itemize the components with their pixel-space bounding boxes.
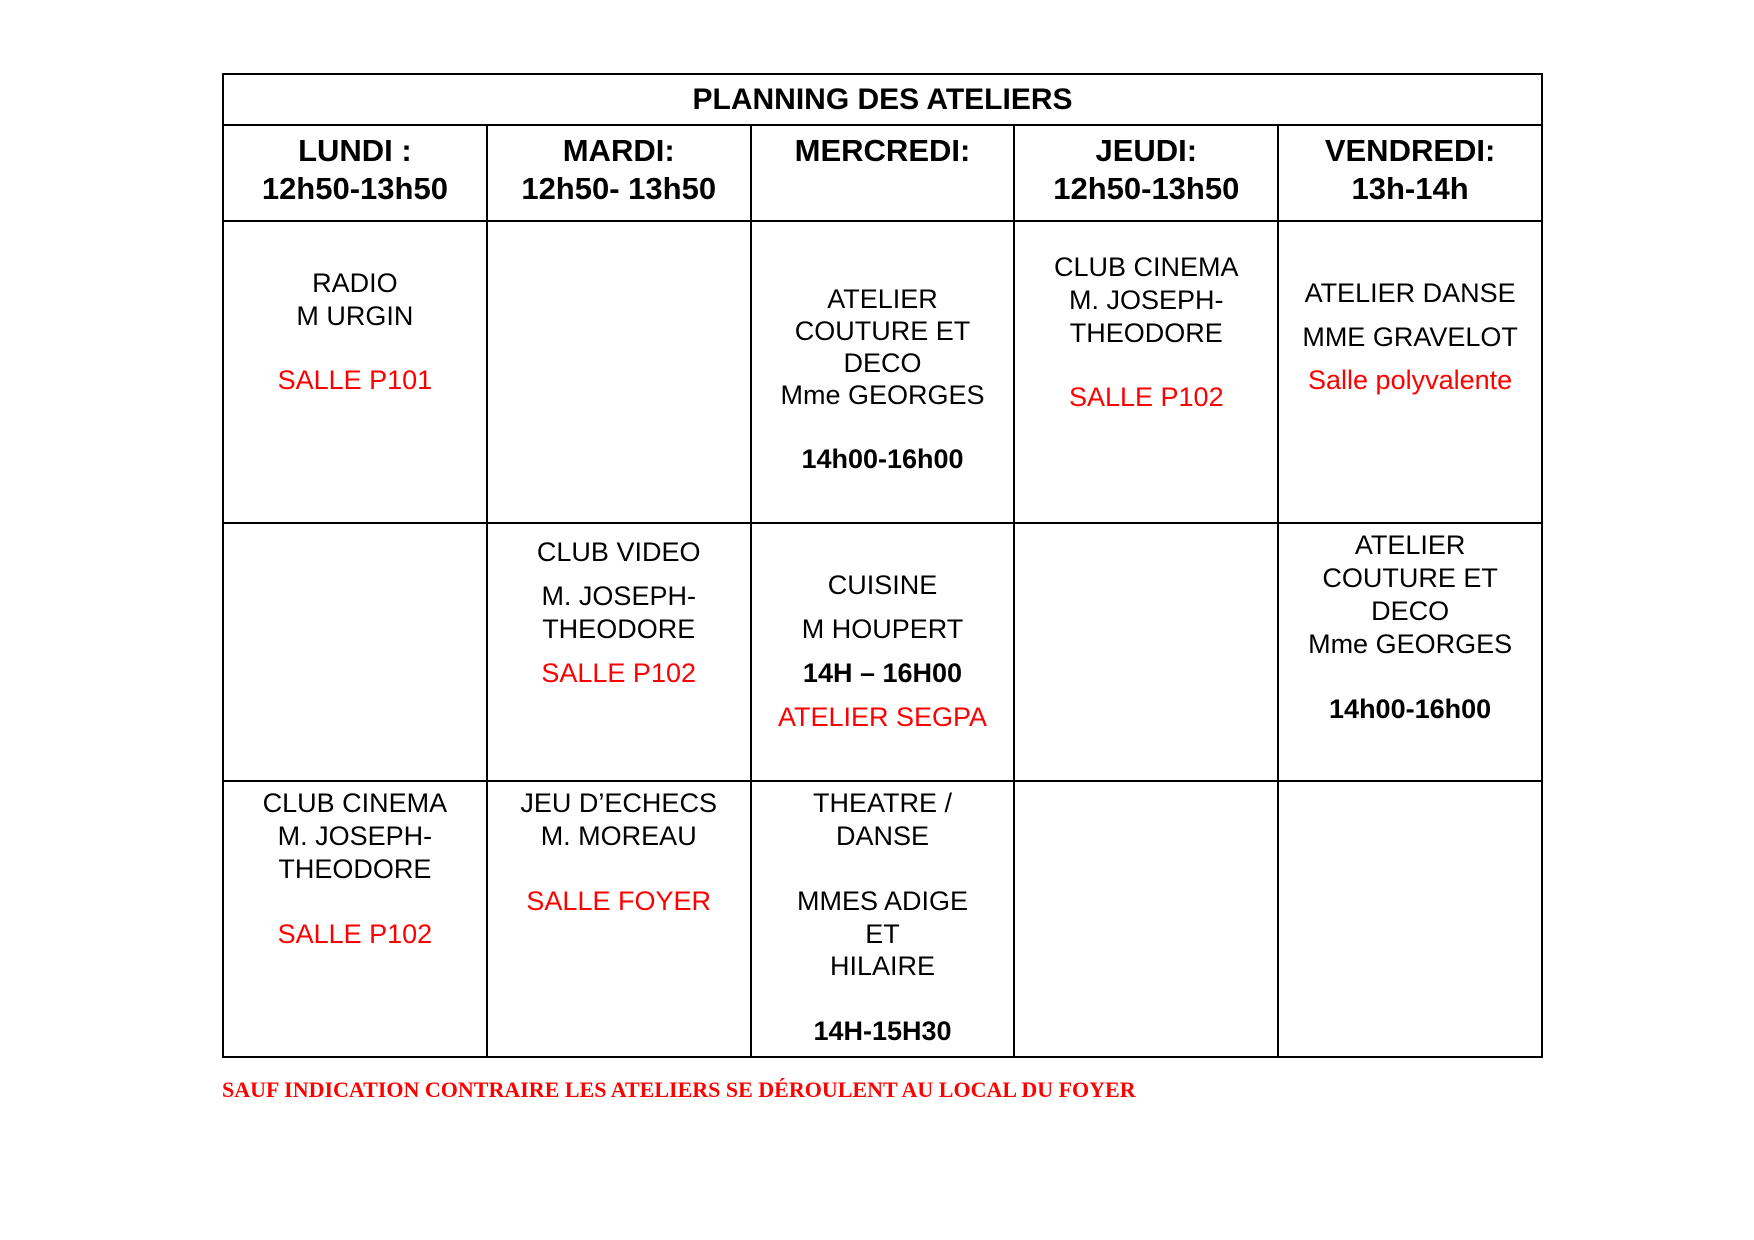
- slot-cell: [751, 221, 1015, 523]
- day-name: VENDREDI:: [1324, 133, 1496, 168]
- activity-name: CLUB VIDEO: [536, 537, 701, 567]
- day-header-thursday: [1014, 125, 1278, 221]
- day-name: MERCREDI:: [794, 133, 971, 168]
- slot-cell-empty: [1278, 781, 1542, 1057]
- teacher-name: MMES ADIGE: [796, 886, 968, 916]
- slot-cell: [223, 221, 487, 523]
- teacher-name: MME GRAVELOT: [1302, 322, 1518, 352]
- teacher-name: ET: [865, 919, 900, 949]
- teacher-name: THEODORE: [542, 614, 696, 644]
- room-label: SALLE FOYER: [526, 886, 711, 916]
- time-label: 14h00-16h00: [801, 444, 964, 474]
- room-label: SALLE P102: [1068, 382, 1224, 412]
- teacher-name: M HOUPERT: [801, 614, 964, 644]
- activity-name: ATELIER: [1354, 530, 1466, 560]
- teacher-name: Mme GEORGES: [1308, 629, 1513, 659]
- teacher-name: M. MOREAU: [540, 821, 697, 851]
- schedule-row: [223, 523, 1542, 781]
- teacher-name: Mme GEORGES: [780, 380, 985, 410]
- workshop-schedule-table: [222, 73, 1543, 1058]
- teacher-name: M. JOSEPH-: [541, 581, 696, 611]
- day-name: LUNDI :: [298, 133, 412, 168]
- teacher-name: M. JOSEPH-: [277, 821, 433, 851]
- activity-name: DANSE: [835, 821, 929, 851]
- teacher-name: M URGIN: [296, 301, 414, 331]
- day-header-friday: [1278, 125, 1542, 221]
- activity-name: RADIO: [312, 268, 398, 298]
- slot-cell: [751, 781, 1015, 1057]
- activity-name: DECO: [843, 348, 922, 378]
- slot-cell-empty: [1014, 781, 1278, 1057]
- room-label: SALLE P102: [541, 658, 696, 688]
- activity-name: CLUB CINEMA: [1054, 252, 1239, 282]
- teacher-name: HILAIRE: [829, 951, 936, 981]
- day-time: 12h50-13h50: [261, 171, 448, 206]
- location-footnote: SAUF INDICATION CONTRAIRE LES ATELIERS SE DÉROULENT AU LOCAL DU FOYER: [222, 1077, 1136, 1102]
- slot-cell: [487, 781, 751, 1057]
- teacher-name: THEODORE: [278, 854, 432, 884]
- schedule-row: [223, 781, 1542, 1057]
- activity-name: CUISINE: [827, 570, 938, 600]
- activity-name: ATELIER: [827, 284, 938, 314]
- day-time: 12h50- 13h50: [521, 171, 717, 206]
- day-header-tuesday: [487, 125, 751, 221]
- slot-cell: [1278, 523, 1542, 781]
- day-time: 13h-14h: [1351, 171, 1469, 206]
- teacher-name: THEODORE: [1069, 318, 1223, 348]
- activity-name: CLUB CINEMA: [262, 788, 448, 818]
- slot-cell: [1014, 221, 1278, 523]
- slot-cell: [487, 523, 751, 781]
- teacher-name: M. JOSEPH-: [1069, 285, 1224, 315]
- activity-name: JEU D’ECHECS: [520, 788, 717, 818]
- slot-cell-empty: [1014, 523, 1278, 781]
- time-label: 14h00-16h00: [1329, 694, 1492, 724]
- day-name: MARDI:: [562, 133, 675, 168]
- time-label: 14H – 16H00: [802, 658, 963, 688]
- room-label: ATELIER SEGPA: [777, 702, 988, 732]
- slot-cell: [751, 523, 1015, 781]
- time-label: 14H-15H30: [813, 1016, 952, 1046]
- activity-name: ATELIER DANSE: [1304, 278, 1516, 308]
- room-label: Salle polyvalente: [1308, 365, 1513, 395]
- day-name: JEUDI:: [1095, 133, 1198, 168]
- day-header-monday: [223, 125, 487, 221]
- activity-name: DECO: [1371, 596, 1450, 626]
- room-label: SALLE P101: [277, 365, 433, 395]
- slot-cell-empty: [223, 523, 487, 781]
- slot-cell-empty: [487, 221, 751, 523]
- slot-cell: [1278, 221, 1542, 523]
- day-time: 12h50-13h50: [1053, 171, 1240, 206]
- day-header-wednesday: [751, 125, 1015, 221]
- activity-name: COUTURE ET: [1322, 563, 1498, 593]
- activity-name: THEATRE /: [812, 788, 952, 818]
- room-label: SALLE P102: [277, 919, 433, 949]
- activity-name: COUTURE ET: [794, 316, 971, 346]
- schedule-row: [223, 221, 1542, 523]
- slot-cell: [223, 781, 487, 1057]
- schedule-title: PLANNING DES ATELIERS: [223, 74, 1542, 125]
